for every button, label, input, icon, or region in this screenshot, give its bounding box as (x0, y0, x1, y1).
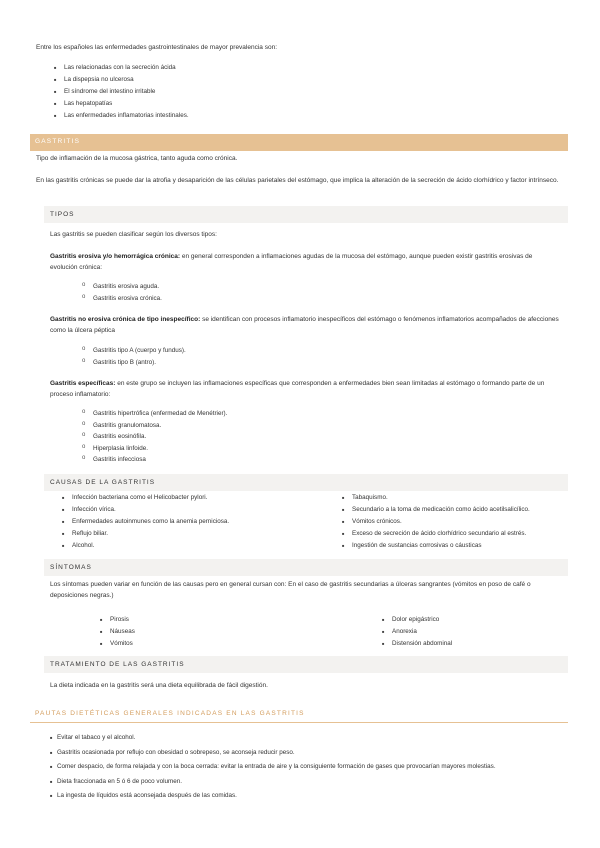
list-item: ■ Dieta fraccionada en 5 ó 6 de poco volumen. (50, 775, 496, 790)
tipo-group-desc: en general corresponden a inflamaciones agudas de la mucosa del estómago, aunque pueden existir gastritis erosivas de evolución crónica: (50, 253, 533, 271)
list-item: ■ Reflujo biliar. (62, 528, 229, 540)
intro-list (54, 62, 189, 122)
list-item: o Gastritis erosiva aguda. (82, 281, 162, 293)
sintomas-header-label: SÍNTOMAS (50, 563, 92, 571)
list-item: ■ Secundario a la toma de medicación como ácido acetilsalicílico. (342, 504, 530, 516)
list-item: ■ Comer despacio, de forma relajada y con la boca cerrada: evitar la entrada de aire y la consiguiente formación de gases que provocarían mayores molestias. (50, 760, 496, 775)
list-item: ■ Vómitos (100, 638, 135, 650)
sintomas-left-list (100, 614, 135, 650)
list-item: ■ Enfermedades autoinmunes como la anemia perniciosa. (62, 516, 229, 528)
list-item: o Gastritis erosiva crónica. (82, 293, 162, 305)
list-item: ■ Las hepatopatías (54, 98, 189, 110)
pautas-list (50, 731, 496, 804)
tipo-group-title: Gastritis específicas: (50, 380, 116, 387)
list-item: o Gastritis granulomatosa. (82, 420, 227, 432)
tipos-header (44, 206, 568, 223)
tratamiento-header-label: TRATAMIENTO DE LAS GASTRITIS (50, 660, 185, 668)
list-item: o Gastritis eosinófila. (82, 431, 227, 443)
list-item: ■ Anorexia (382, 626, 452, 638)
list-item: ■ Gastritis ocasionada por reflujo con obesidad o sobrepeso, se aconseja reducir peso. (50, 746, 496, 761)
list-item: o Hiperplasia linfoide. (82, 443, 227, 455)
list-item: o Gastritis infecciosa (82, 454, 227, 466)
list-item: ■ El síndrome del intestino irritable (54, 86, 189, 98)
tipo-group-title: Gastritis erosiva y/o hemorrágica crónica: (50, 253, 181, 260)
tipo-group-3-list (82, 408, 227, 466)
list-item: ■ Distensión abdominal (382, 638, 452, 650)
list-item: o Gastritis tipo B (antro). (82, 357, 186, 369)
sintomas-header (44, 559, 568, 576)
tipos-header-label: TIPOS (50, 210, 75, 218)
gastritis-header (30, 134, 568, 151)
sintomas-right-list (382, 614, 452, 650)
tipo-group-1-list (82, 281, 162, 304)
causas-right-list (342, 492, 530, 552)
list-item: ■ Ingestión de sustancias corrosivas o cáusticas (342, 540, 530, 552)
list-item: o Gastritis tipo A (cuerpo y fundus). (82, 345, 186, 357)
tipo-group-desc: en este grupo se incluyen las inflamaciones específicas que corresponden a enfermedades bien sean limitadas al estómago o formando parte de un proceso inflamatorio: (50, 380, 545, 398)
list-item: ■ Vómitos crónicos. (342, 516, 530, 528)
pautas-header-label: PAUTAS DIETÉTICAS GENERALES INDICADAS EN LAS GASTRITIS (35, 710, 305, 717)
list-item: ■ Las enfermedades inflamatorias intestinales. (54, 110, 189, 122)
tipo-group-title: Gastritis no erosiva crónica de tipo inespecífico: (50, 316, 201, 323)
tipo-group-desc: se identifican con procesos inflamatorio inespecíficos del estómago o fenómenos inflamatorios acompañados de afecciones como la úlcera péptica (50, 316, 559, 334)
list-item: ■ Náuseas (100, 626, 135, 638)
tipo-group-1 (50, 251, 560, 273)
list-item: ■ Tabaquismo. (342, 492, 530, 504)
gastritis-header-label: GASTRITIS (35, 138, 81, 145)
list-item: ■ Alcohol. (62, 540, 229, 552)
causas-left-list (62, 492, 229, 552)
tratamiento-text: La dieta indicada en la gastritis será una dieta equilibrada de fácil digestión. (50, 682, 268, 689)
list-item: ■ Infección bacteriana como el Helicobacter pylori. (62, 492, 229, 504)
list-item: ■ Exceso de secreción de ácido clorhídrico secundario al estrés. (342, 528, 530, 540)
gastritis-chronic-text: En las gastritis crónicas se puede dar la atrofia y desaparición de las células parietales del estómago, que implica la alteración de la secreción de ácido clorhídrico y factor intrínseco. (36, 177, 559, 184)
tipos-intro: Las gastritis se pueden clasificar según los diversos tipos: (50, 231, 217, 238)
list-item: o Gastritis hipertrófica (enfermedad de Menétrier). (82, 408, 227, 420)
list-item: ■ Infección vírica. (62, 504, 229, 516)
gastritis-definition: Tipo de inflamación de la mucosa gástrica, tanto aguda como crónica. (36, 155, 238, 162)
intro-text: Entre los españoles las enfermedades gastrointestinales de mayor prevalencia son: (36, 44, 277, 51)
list-item: ■ La ingesta de líquidos está aconsejada después de las comidas. (50, 789, 496, 804)
causas-header (44, 474, 568, 491)
tipo-group-2 (50, 314, 560, 336)
list-item: ■ Dolor epigástrico (382, 614, 452, 626)
list-item: ■ Pirosis (100, 614, 135, 626)
causas-header-label: CAUSAS DE LA GASTRITIS (50, 478, 156, 486)
list-item: ■ Evitar el tabaco y el alcohol. (50, 731, 496, 746)
list-item: ■ Las relacionadas con la secreción ácida (54, 62, 189, 74)
list-item: ■ La dispepsia no ulcerosa (54, 74, 189, 86)
sintomas-text: Los síntomas pueden variar en función de las causas pero en general cursan con: En el caso de gastritis secundarias a úlceras sangrantes (vómitos en poso de café o deposiciones negras.) (50, 581, 531, 599)
tipo-group-2-list (82, 345, 186, 368)
tipo-group-3 (50, 378, 560, 400)
tratamiento-header (44, 656, 568, 673)
pautas-header (30, 708, 568, 723)
